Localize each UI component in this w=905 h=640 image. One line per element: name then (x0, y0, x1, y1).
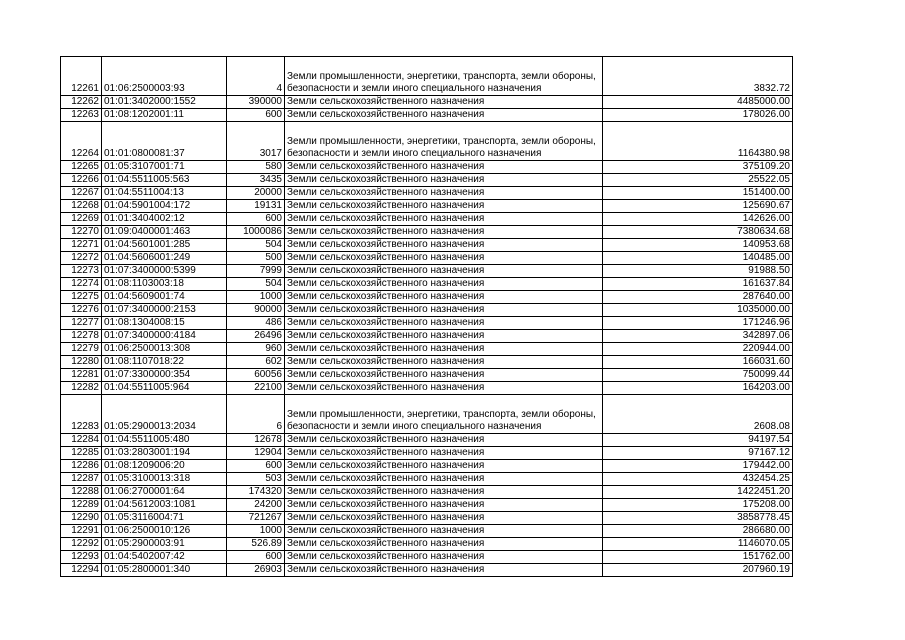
land-category-cell: Земли сельскохозяйственного назначения (285, 564, 603, 577)
cadastral-value-cell: 1422451.20 (603, 486, 793, 499)
cadastral-value-cell: 142626.00 (603, 213, 793, 226)
row-number-cell: 12266 (61, 174, 102, 187)
row-number-cell: 12284 (61, 434, 102, 447)
cadastral-value-cell: 179442.00 (603, 460, 793, 473)
table-row (61, 291, 793, 304)
area-cell: 503 (227, 473, 285, 486)
cadastral-number-cell: 01:05:2900013:2034 (102, 395, 227, 434)
cadastral-number-cell: 01:03:2803001:194 (102, 447, 227, 460)
table-row (61, 395, 793, 434)
row-number-cell: 12281 (61, 369, 102, 382)
table-row (61, 486, 793, 499)
land-category-cell: Земли сельскохозяйственного назначения (285, 434, 603, 447)
cadastral-number-cell: 01:05:3100013:318 (102, 473, 227, 486)
land-category-cell: Земли сельскохозяйственного назначения (285, 473, 603, 486)
table-row (61, 265, 793, 278)
cadastral-number-cell: 01:07:3400000:5399 (102, 265, 227, 278)
cadastral-number-cell: 01:04:5612003:1081 (102, 499, 227, 512)
cadastral-number-cell: 01:08:1209006:20 (102, 460, 227, 473)
land-category-cell: Земли сельскохозяйственного назначения (285, 369, 603, 382)
table-row (61, 200, 793, 213)
cadastral-number-cell: 01:04:5511005:563 (102, 174, 227, 187)
table-row (61, 382, 793, 395)
land-category-cell: Земли сельскохозяйственного назначения (285, 525, 603, 538)
row-number-cell: 12271 (61, 239, 102, 252)
area-cell: 90000 (227, 304, 285, 317)
row-number-cell: 12268 (61, 200, 102, 213)
row-number-cell: 12270 (61, 226, 102, 239)
cadastral-value-cell: 4485000.00 (603, 96, 793, 109)
table-row (61, 109, 793, 122)
cadastral-number-cell: 01:07:3400000:4184 (102, 330, 227, 343)
cadastral-value-cell: 1146070.05 (603, 538, 793, 551)
land-category-cell: Земли сельскохозяйственного назначения (285, 460, 603, 473)
area-cell: 600 (227, 213, 285, 226)
table-row (61, 330, 793, 343)
cadastral-number-cell: 01:01:3402000:1552 (102, 96, 227, 109)
land-category-cell: Земли сельскохозяйственного назначения (285, 174, 603, 187)
table-row (61, 226, 793, 239)
cadastral-number-cell: 01:07:3400000:2153 (102, 304, 227, 317)
area-cell: 4 (227, 57, 285, 96)
row-number-cell: 12288 (61, 486, 102, 499)
table-row (61, 239, 793, 252)
row-number-cell: 12274 (61, 278, 102, 291)
area-cell: 26496 (227, 330, 285, 343)
row-number-cell: 12291 (61, 525, 102, 538)
area-cell: 22100 (227, 382, 285, 395)
cadastral-value-cell: 3858778.45 (603, 512, 793, 525)
row-number-cell: 12290 (61, 512, 102, 525)
area-cell: 500 (227, 252, 285, 265)
table-row (61, 161, 793, 174)
row-number-cell: 12285 (61, 447, 102, 460)
land-category-cell: Земли сельскохозяйственного назначения (285, 317, 603, 330)
cadastral-value-cell: 1035000.00 (603, 304, 793, 317)
cadastral-value-cell: 25522.05 (603, 174, 793, 187)
table-row (61, 460, 793, 473)
area-cell: 1000 (227, 291, 285, 304)
row-number-cell: 12269 (61, 213, 102, 226)
area-cell: 20000 (227, 187, 285, 200)
cadastral-number-cell: 01:04:5901004:172 (102, 200, 227, 213)
cadastral-number-cell: 01:04:5402007:42 (102, 551, 227, 564)
land-category-cell: Земли сельскохозяйственного назначения (285, 278, 603, 291)
area-cell: 602 (227, 356, 285, 369)
cadastral-number-cell: 01:04:5606001:249 (102, 252, 227, 265)
table-row (61, 512, 793, 525)
cadastral-value-cell: 207960.19 (603, 564, 793, 577)
row-number-cell: 12294 (61, 564, 102, 577)
row-number-cell: 12282 (61, 382, 102, 395)
cadastral-number-cell: 01:08:1103003:18 (102, 278, 227, 291)
cadastral-number-cell: 01:08:1304008:15 (102, 317, 227, 330)
cadastral-value-cell: 97167.12 (603, 447, 793, 460)
cadastral-number-cell: 01:06:2500010:126 (102, 525, 227, 538)
area-cell: 721267 (227, 512, 285, 525)
cadastral-value-cell: 7380634.68 (603, 226, 793, 239)
area-cell: 12904 (227, 447, 285, 460)
table-row (61, 525, 793, 538)
cadastral-number-cell: 01:08:1107018:22 (102, 356, 227, 369)
table-row (61, 447, 793, 460)
cadastral-number-cell: 01:04:5601001:285 (102, 239, 227, 252)
area-cell: 26903 (227, 564, 285, 577)
cadastral-number-cell: 01:04:5609001:74 (102, 291, 227, 304)
land-category-cell: Земли сельскохозяйственного назначения (285, 343, 603, 356)
land-category-cell: Земли сельскохозяйственного назначения (285, 512, 603, 525)
land-category-cell: Земли сельскохозяйственного назначения (285, 239, 603, 252)
table-row (61, 122, 793, 161)
area-cell: 24200 (227, 499, 285, 512)
row-number-cell: 12273 (61, 265, 102, 278)
row-number-cell: 12263 (61, 109, 102, 122)
land-category-cell: Земли сельскохозяйственного назначения (285, 499, 603, 512)
table-body (61, 57, 793, 577)
land-category-cell: Земли сельскохозяйственного назначения (285, 538, 603, 551)
land-category-cell: Земли сельскохозяйственного назначения (285, 252, 603, 265)
cadastral-number-cell: 01:04:5511005:480 (102, 434, 227, 447)
table-row (61, 304, 793, 317)
cadastral-number-cell: 01:01:3404002:12 (102, 213, 227, 226)
cadastral-value-cell: 175208.00 (603, 499, 793, 512)
land-category-cell: Земли сельскохозяйственного назначения (285, 200, 603, 213)
cadastral-value-cell: 91988.50 (603, 265, 793, 278)
cadastral-value-cell: 750099.44 (603, 369, 793, 382)
area-cell: 6 (227, 395, 285, 434)
cadastral-number-cell: 01:01:0800081:37 (102, 122, 227, 161)
cadastral-number-cell: 01:05:2800001:340 (102, 564, 227, 577)
table-row (61, 564, 793, 577)
area-cell: 3435 (227, 174, 285, 187)
cadastral-number-cell: 01:05:2900003:91 (102, 538, 227, 551)
table-row (61, 551, 793, 564)
land-category-cell: Земли сельскохозяйственного назначения (285, 447, 603, 460)
land-category-cell: Земли сельскохозяйственного назначения (285, 161, 603, 174)
row-number-cell: 12272 (61, 252, 102, 265)
table-row (61, 434, 793, 447)
table-row (61, 343, 793, 356)
cadastral-value-cell: 3832.72 (603, 57, 793, 96)
row-number-cell: 12261 (61, 57, 102, 96)
area-cell: 1000086 (227, 226, 285, 239)
cadastral-value-cell: 140953.68 (603, 239, 793, 252)
row-number-cell: 12287 (61, 473, 102, 486)
cadastral-number-cell: 01:04:5511005:964 (102, 382, 227, 395)
cadastral-number-cell: 01:06:2500013:308 (102, 343, 227, 356)
land-category-cell: Земли сельскохозяйственного назначения (285, 304, 603, 317)
table-row (61, 499, 793, 512)
land-category-cell: Земли сельскохозяйственного назначения (285, 356, 603, 369)
row-number-cell: 12280 (61, 356, 102, 369)
table-row (61, 369, 793, 382)
table-row (61, 356, 793, 369)
area-cell: 600 (227, 460, 285, 473)
cadastral-value-cell: 161637.84 (603, 278, 793, 291)
area-cell: 504 (227, 239, 285, 252)
cadastral-value-cell: 286680.00 (603, 525, 793, 538)
area-cell: 960 (227, 343, 285, 356)
row-number-cell: 12292 (61, 538, 102, 551)
cadastral-number-cell: 01:05:3107001:71 (102, 161, 227, 174)
cadastral-number-cell: 01:07:3300000:354 (102, 369, 227, 382)
area-cell: 174320 (227, 486, 285, 499)
row-number-cell: 12275 (61, 291, 102, 304)
row-number-cell: 12278 (61, 330, 102, 343)
area-cell: 580 (227, 161, 285, 174)
land-category-cell: Земли сельскохозяйственного назначения (285, 226, 603, 239)
row-number-cell: 12283 (61, 395, 102, 434)
area-cell: 60056 (227, 369, 285, 382)
table-row (61, 174, 793, 187)
cadastral-value-cell: 166031.60 (603, 356, 793, 369)
row-number-cell: 12265 (61, 161, 102, 174)
table-row (61, 317, 793, 330)
area-cell: 1000 (227, 525, 285, 538)
cadastral-value-cell: 1164380.98 (603, 122, 793, 161)
area-cell: 12678 (227, 434, 285, 447)
cadastral-value-cell: 178026.00 (603, 109, 793, 122)
row-number-cell: 12286 (61, 460, 102, 473)
cadastral-value-cell: 94197.54 (603, 434, 793, 447)
row-number-cell: 12264 (61, 122, 102, 161)
table-row (61, 278, 793, 291)
area-cell: 19131 (227, 200, 285, 213)
cadastral-value-cell: 287640.00 (603, 291, 793, 304)
row-number-cell: 12267 (61, 187, 102, 200)
table-row (61, 473, 793, 486)
cadastral-value-cell: 164203.00 (603, 382, 793, 395)
area-cell: 526.89 (227, 538, 285, 551)
table-row (61, 538, 793, 551)
land-category-cell: Земли сельскохозяйственного назначения (285, 551, 603, 564)
cadastral-value-cell: 151762.00 (603, 551, 793, 564)
table-row (61, 252, 793, 265)
cadastral-value-cell: 125690.67 (603, 200, 793, 213)
table-row (61, 213, 793, 226)
land-category-cell: Земли промышленности, энергетики, транспорта, земли обороны, безопасности и земли иного специального назначения (285, 57, 603, 96)
land-category-cell: Земли сельскохозяйственного назначения (285, 486, 603, 499)
land-category-cell: Земли сельскохозяйственного назначения (285, 291, 603, 304)
row-number-cell: 12262 (61, 96, 102, 109)
cadastral-value-cell: 432454.25 (603, 473, 793, 486)
cadastral-value-cell: 375109.20 (603, 161, 793, 174)
row-number-cell: 12276 (61, 304, 102, 317)
row-number-cell: 12279 (61, 343, 102, 356)
land-category-cell: Земли сельскохозяйственного назначения (285, 330, 603, 343)
area-cell: 600 (227, 551, 285, 564)
area-cell: 486 (227, 317, 285, 330)
cadastral-number-cell: 01:08:1202001:11 (102, 109, 227, 122)
cadastral-value-cell: 220944.00 (603, 343, 793, 356)
land-category-cell: Земли сельскохозяйственного назначения (285, 96, 603, 109)
area-cell: 600 (227, 109, 285, 122)
area-cell: 504 (227, 278, 285, 291)
land-category-cell: Земли промышленности, энергетики, транспорта, земли обороны, безопасности и земли иного специального назначения (285, 122, 603, 161)
cadastral-value-cell: 171246.96 (603, 317, 793, 330)
row-number-cell: 12277 (61, 317, 102, 330)
land-category-cell: Земли сельскохозяйственного назначения (285, 109, 603, 122)
area-cell: 7999 (227, 265, 285, 278)
cadastral-number-cell: 01:09:0400001:463 (102, 226, 227, 239)
land-category-cell: Земли сельскохозяйственного назначения (285, 187, 603, 200)
cadastral-number-cell: 01:06:2700001:64 (102, 486, 227, 499)
cadastral-number-cell: 01:05:3116004:71 (102, 512, 227, 525)
land-registry-table (60, 56, 793, 577)
land-category-cell: Земли сельскохозяйственного назначения (285, 265, 603, 278)
cadastral-value-cell: 140485.00 (603, 252, 793, 265)
area-cell: 3017 (227, 122, 285, 161)
cadastral-value-cell: 342897.06 (603, 330, 793, 343)
land-category-cell: Земли промышленности, энергетики, транспорта, земли обороны, безопасности и земли иного специального назначения (285, 395, 603, 434)
table-row (61, 96, 793, 109)
table-row (61, 187, 793, 200)
row-number-cell: 12293 (61, 551, 102, 564)
cadastral-number-cell: 01:04:5511004:13 (102, 187, 227, 200)
cadastral-number-cell: 01:06:2500003:93 (102, 57, 227, 96)
land-category-cell: Земли сельскохозяйственного назначения (285, 382, 603, 395)
area-cell: 390000 (227, 96, 285, 109)
table-row (61, 57, 793, 96)
cadastral-value-cell: 2608.08 (603, 395, 793, 434)
land-category-cell: Земли сельскохозяйственного назначения (285, 213, 603, 226)
cadastral-value-cell: 151400.00 (603, 187, 793, 200)
row-number-cell: 12289 (61, 499, 102, 512)
